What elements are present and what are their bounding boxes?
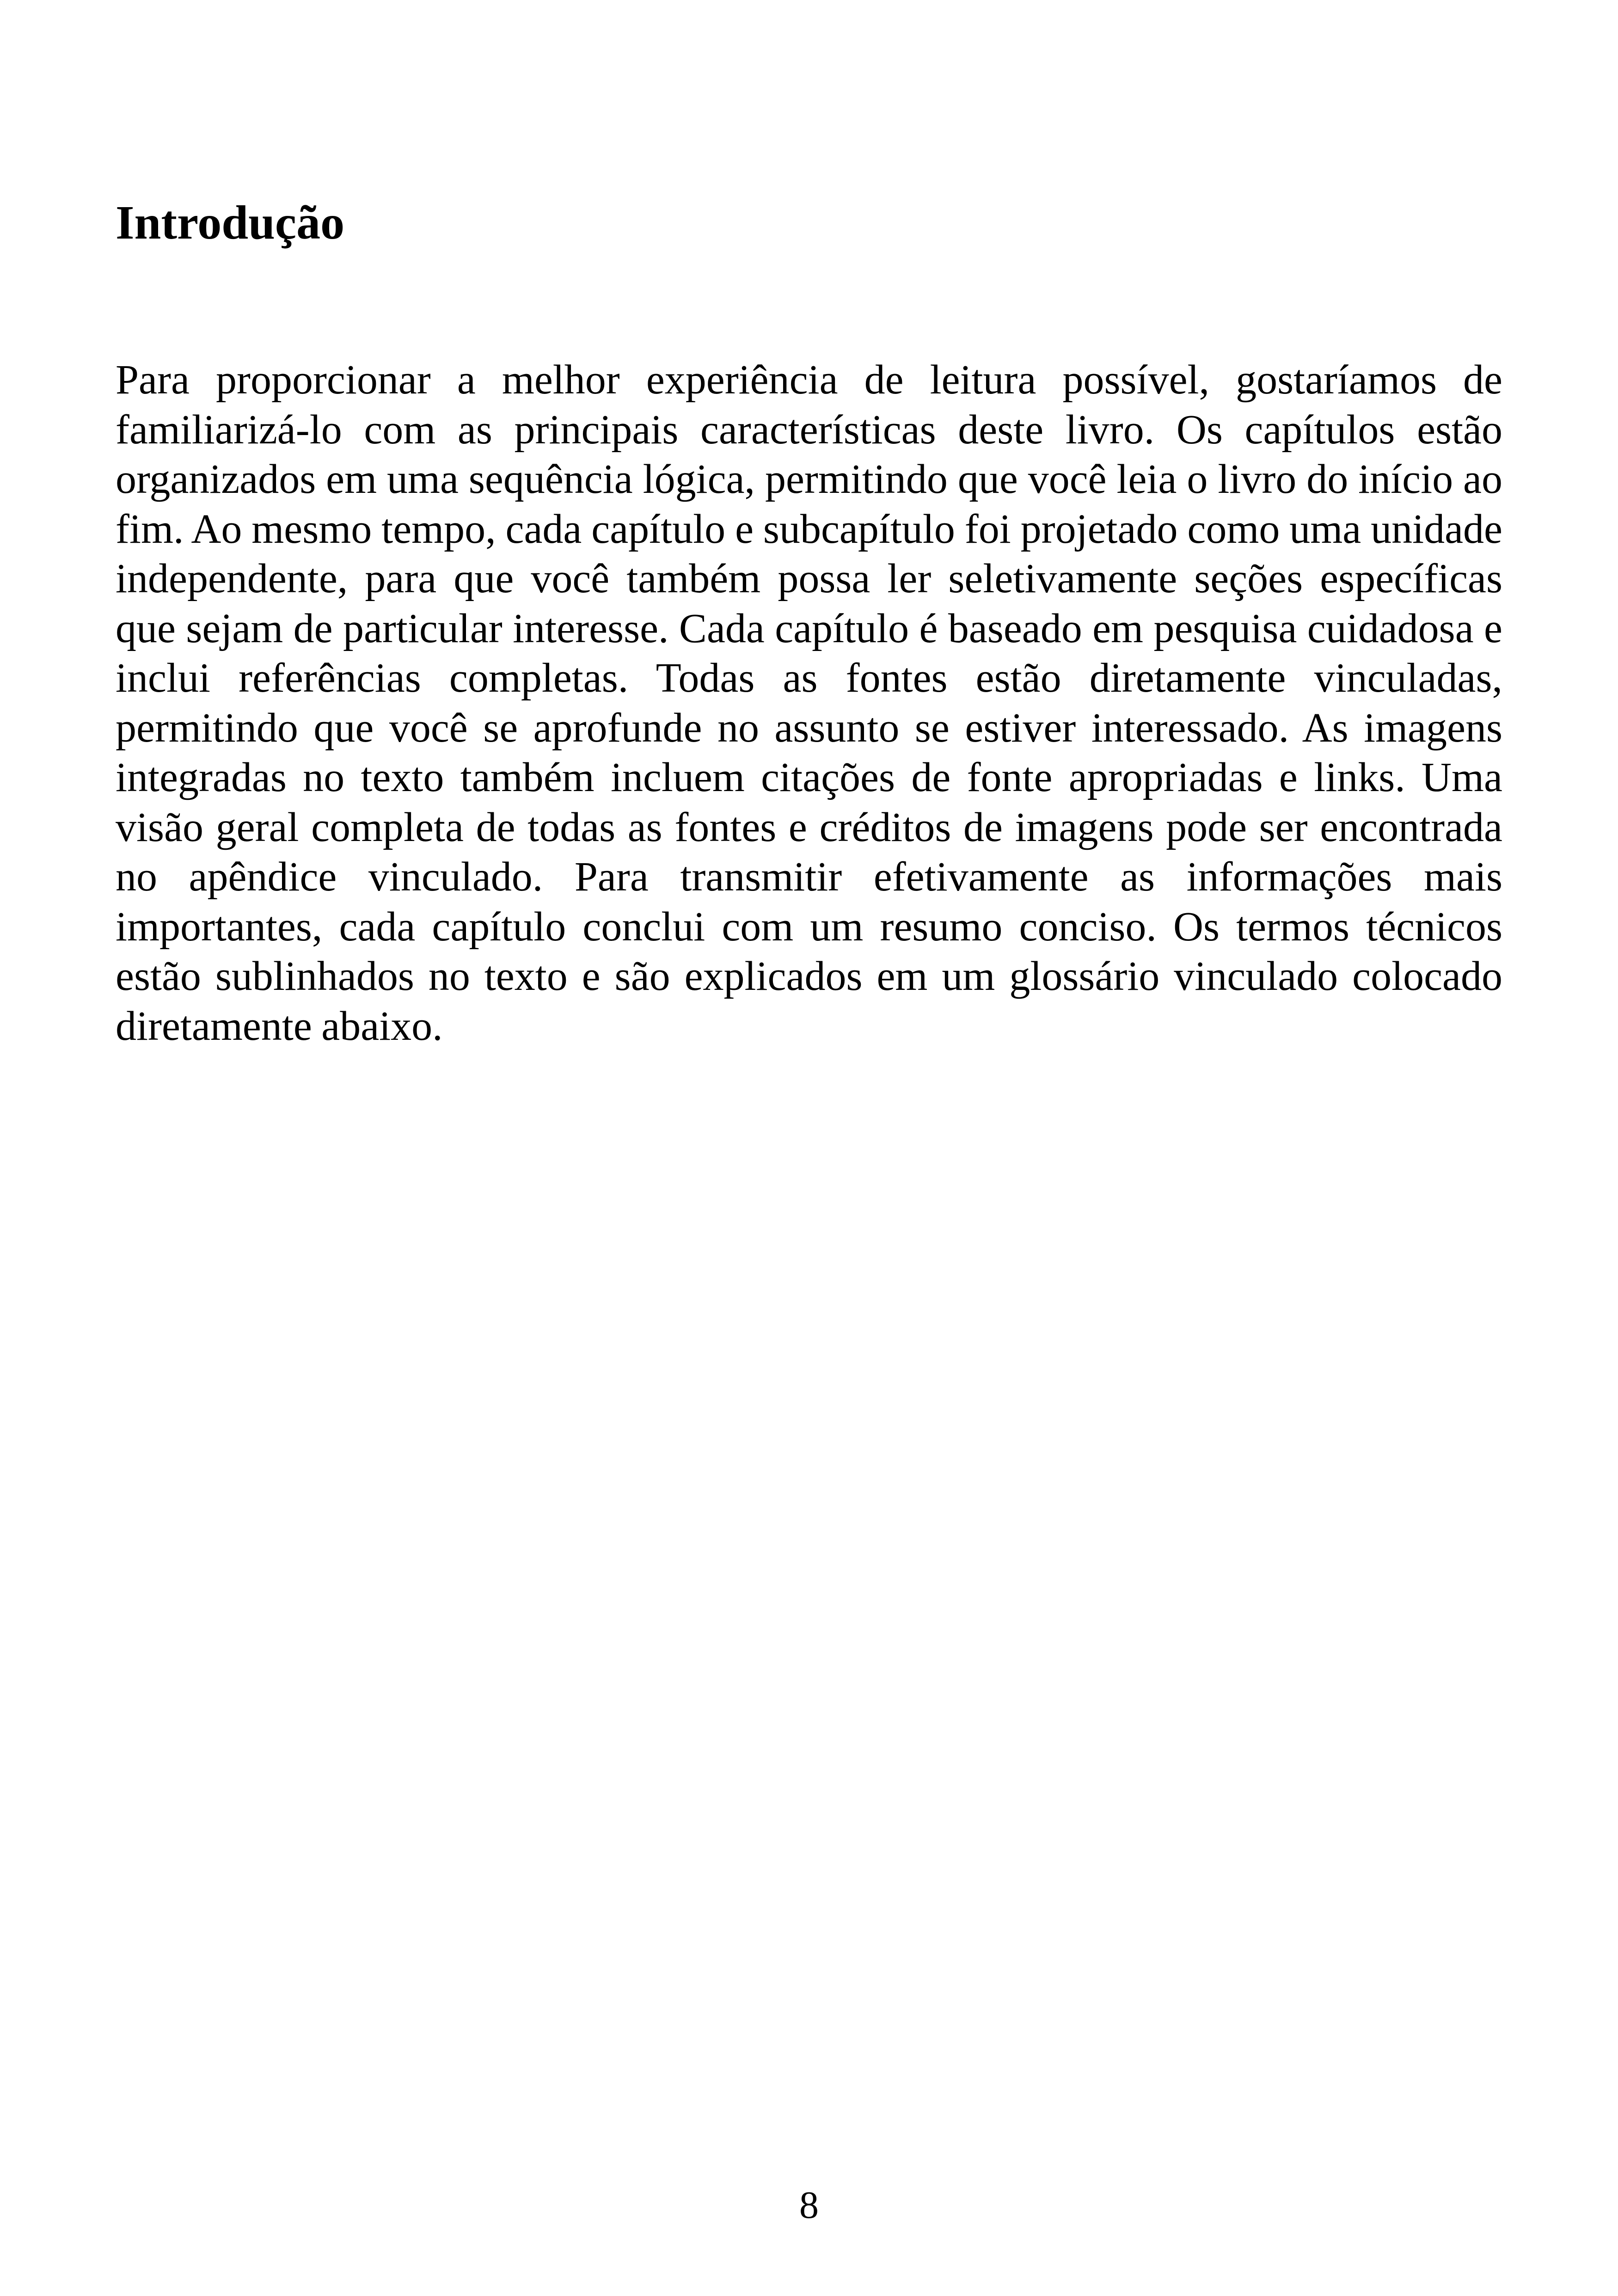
page-title: Introdução	[116, 196, 345, 249]
intro-paragraph: Para proporcionar a melhor experiência de leitura possível, gostaríamos de familiarizá-lo com as principais características deste livro. Os capítulos estão organizados em uma sequência lógica, permitindo que você leia o livro do início ao fim. Ao mesmo tempo, cada capítulo e subcapítulo foi projetado como uma unidade independente, para que você também possa ler seletivamente seções específicas que sejam de particular interesse. Cada capítulo é baseado em pesquisa cuidadosa e inclui referências completas. Todas as fontes estão diretamente vinculadas, permitindo que você se aprofunde no assunto se estiver interessado. As imagens integradas no texto também incluem citações de fonte apropriadas e links. Uma visão geral completa de todas as fontes e créditos de imagens pode ser encontrada no apêndice vinculado. Para transmitir efetivamente as informações mais importantes, cada capítulo conclui com um resumo conciso. Os termos técnicos estão sublinhados no texto e são explicados em um glossário vinculado colocado diretamente abaixo.	[116, 357, 1502, 1049]
page-number: 8	[799, 2184, 819, 2227]
